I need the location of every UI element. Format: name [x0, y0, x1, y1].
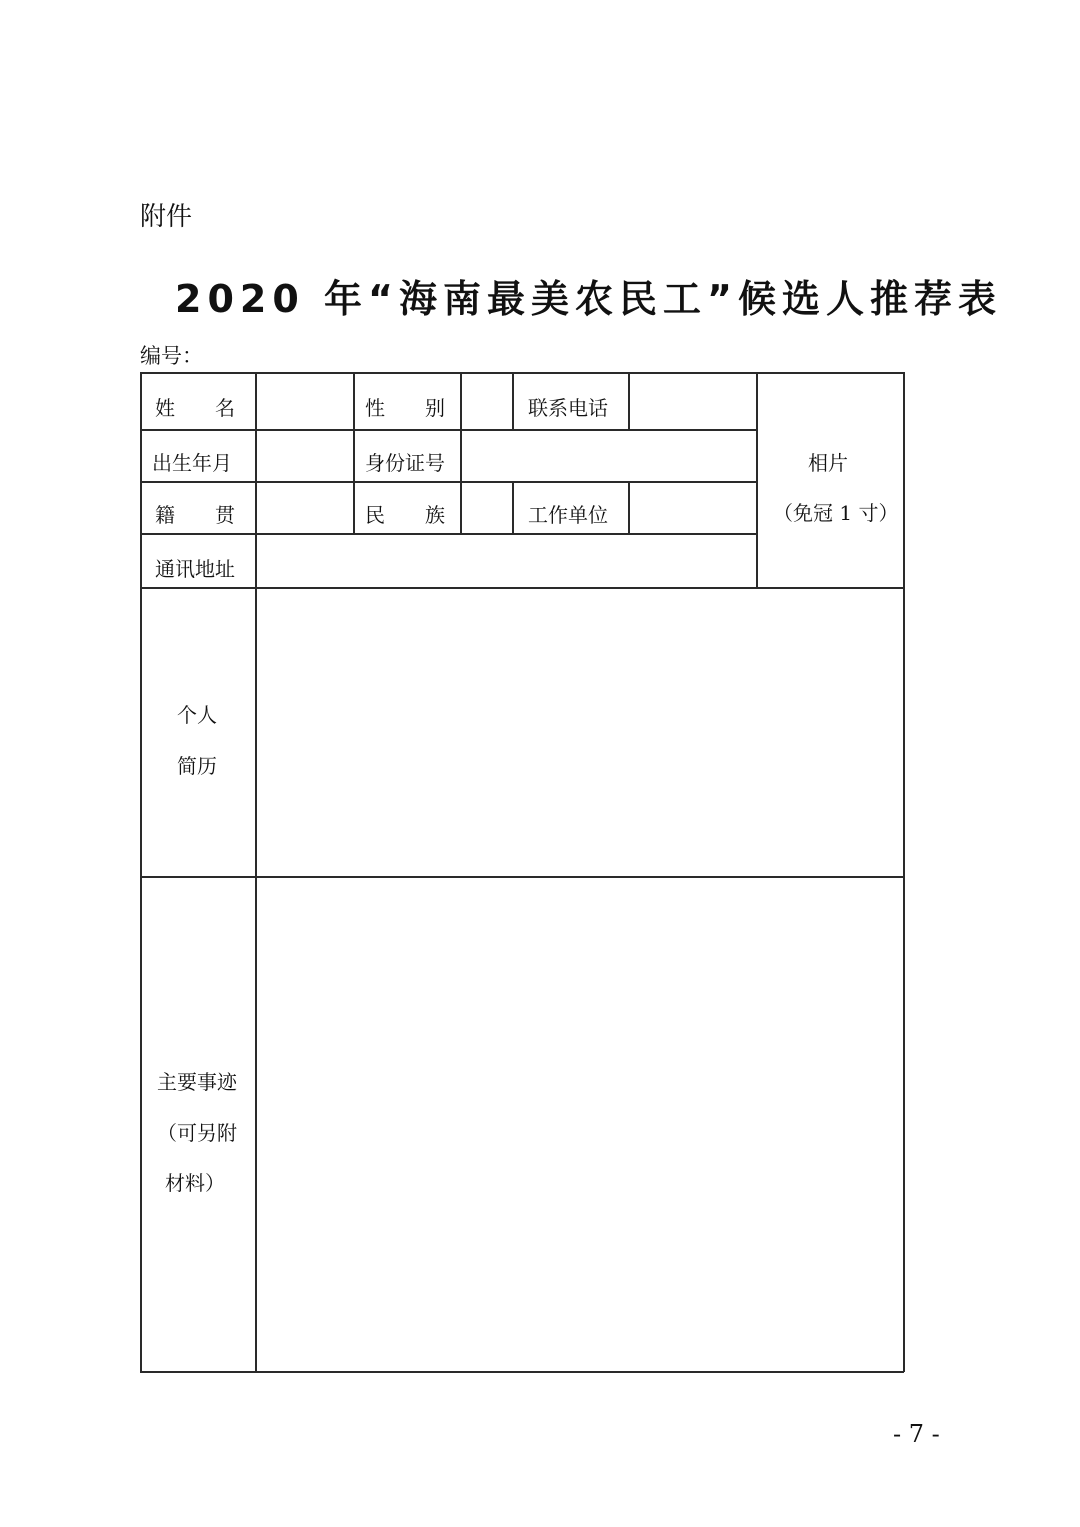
- address-field[interactable]: [257, 535, 755, 586]
- gender-field[interactable]: [462, 374, 511, 428]
- serial-number-label: 编号：: [140, 344, 203, 368]
- resume-label-line1: 个人: [177, 703, 217, 727]
- column-divider: [512, 481, 514, 534]
- gender-label: 性 别: [365, 396, 445, 420]
- id-number-field[interactable]: [462, 431, 755, 480]
- origin-field[interactable]: [257, 483, 352, 532]
- column-divider: [353, 372, 355, 534]
- birth-date-field[interactable]: [257, 431, 352, 480]
- photo-label: 相片: [808, 451, 848, 475]
- attachment-label: 附件: [140, 202, 193, 232]
- form-border-right: [903, 372, 905, 1372]
- page-number: - 7 -: [893, 1420, 940, 1448]
- id-number-label: 身份证号: [365, 451, 445, 475]
- ethnicity-label: 民 族: [365, 503, 445, 527]
- page-title: 2020 年“海南最美农民工”候选人推荐表: [175, 277, 1002, 321]
- ethnicity-field[interactable]: [462, 483, 511, 532]
- birth-date-label: 出生年月: [152, 451, 232, 475]
- photo-box[interactable]: [758, 374, 902, 586]
- name-field[interactable]: [257, 374, 352, 428]
- resume-field[interactable]: [257, 589, 902, 875]
- origin-label: 籍 贯: [155, 503, 235, 527]
- form-border-left: [140, 372, 142, 1372]
- resume-label-line2: 简历: [177, 754, 217, 778]
- deeds-label-line1: 主要事迹: [157, 1070, 237, 1094]
- phone-field[interactable]: [630, 374, 755, 428]
- photo-size-note: （免冠 1 寸）: [773, 501, 899, 525]
- employer-field[interactable]: [630, 483, 755, 532]
- employer-label: 工作单位: [528, 503, 608, 527]
- phone-label: 联系电话: [528, 396, 608, 420]
- deeds-label-line3: 材料）: [165, 1171, 225, 1195]
- name-label: 姓 名: [155, 396, 235, 420]
- column-divider: [512, 372, 514, 430]
- deeds-label-line2: （可另附: [157, 1121, 237, 1145]
- deeds-field[interactable]: [257, 878, 902, 1370]
- address-label: 通讯地址: [155, 557, 235, 581]
